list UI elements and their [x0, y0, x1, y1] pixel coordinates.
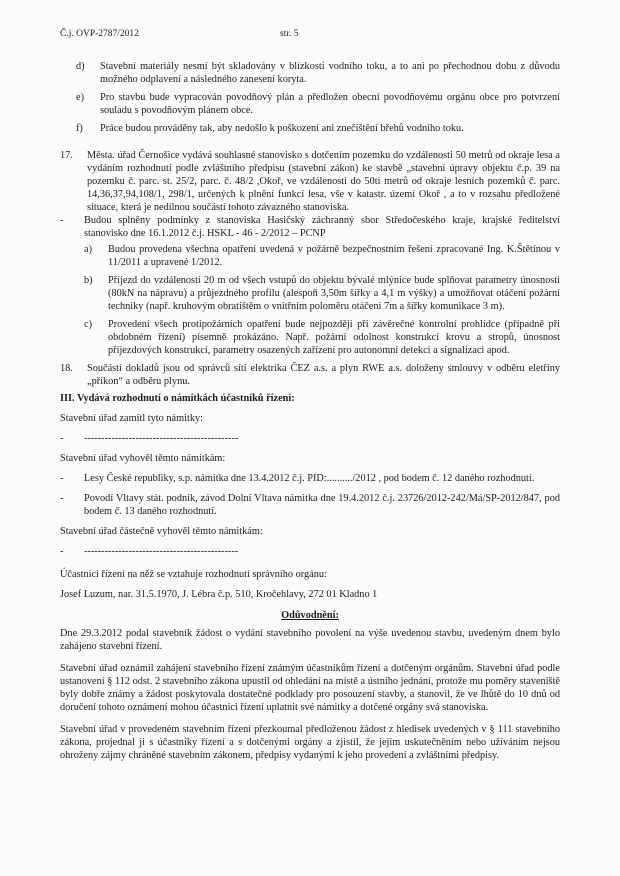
numbered-item-18: [60, 362, 560, 388]
page-header: [60, 28, 580, 42]
dash-label: -: [60, 493, 64, 504]
section-heading: III. Vydává rozhodnutí o námitkách účastníků řízení:: [60, 393, 295, 404]
reasoning-heading: Odůvodnění:: [281, 610, 339, 621]
list-text: Budou provedena všechna opatření uvedená v požárně bezpečnostním řešení zpracované Ing. K.Štětínou v 11/2011 a upravené 1/2012.: [108, 244, 560, 268]
item-text: Součástí dokladů jsou od správců sítí elektrika ČEZ a.s. a plyn RWE a.s. doloženy smlouvy v odběru eletřiny „příkon“ a odběru plynu.: [87, 363, 560, 387]
numbered-item-17: [60, 149, 560, 214]
list-text: Provedení všech protipožárních opatření bude nejpozději při závěrečné kontrolní prohlídce (případně při obdobném řízení) písemně prokázáno. Např. požární odolnost konstrukcí krovu a stropů, únosnost příjezdových konstrukcí, parametry osazených zařízení pro autonomní detekci a signalizaci apod.: [108, 319, 560, 356]
partial-list: [60, 545, 560, 558]
objection-text: Lesy České republiky, s.p. námitka dne 13.4.2012 č.j. PID:........../2012 , pod bodem č. 12 daného rozhodnutí.: [84, 473, 535, 484]
accepted-objection: [60, 492, 560, 518]
list-item: [84, 243, 560, 269]
dash-label: -: [60, 546, 64, 557]
list-label: d): [76, 61, 85, 72]
reasoning-paragraph: Stavební úřad v provedeném stavebním řízení přezkoumal předloženou žádost z hledisek uvedených v § 111 stavebního zákona, projednal ji s účastníky řízení a s dotčenými orgány a zjistil, že jejím uskutečněním nebo užíváním nejsou ohroženy zájmy chráněné stavebním zákonem, předpisy vydanými k jeho provedení a zvláštními předpisy.: [60, 724, 560, 761]
list-text: Pro stavbu bude vypracován povodňový plán a předložen obecní povodňovému orgánu obce pro potvrzení souladu s povodňovým plánem obce.: [100, 92, 560, 116]
empty-line: ---------------------------------------------: [84, 433, 239, 444]
list-text: Příjezd do vzdálenosti 20 m od všech vstupů do objektu bývalé mlýnice bude splňovat parametry únosnosti (80kN na nápravu) a průjezdného profilu (alespoň 3,50m šířky a 4,1 m výšky) a umožňovat otáčení požární techniky (např. kruhovým obratištěm o vnitřním poloměru otáčení 7m a šířky komunikace 3 m).: [108, 275, 560, 312]
participant: Josef Luzum, nar. 31.5.1970, J. Lébra č.p. 510, Kročehlavy, 272 01 Kladno 1: [60, 589, 378, 600]
dash-label: -: [60, 215, 64, 226]
list-label: c): [84, 319, 92, 330]
list-label: f): [76, 123, 83, 134]
empty-line: ---------------------------------------------: [84, 546, 239, 557]
list-text: Práce budou prováděny tak, aby nedošlo k poškození ani znečištění břehů vodního toku.: [100, 123, 464, 134]
list-label: b): [84, 275, 93, 286]
item-text: Města. úřad Černošice vydává souhlasné stanovisko s dotčením pozemku do vzdálenosti 50 metrů od okraje lesa a vydáním rozhodnutí podle zvláštního předpisu (stavební zákon) ke stavbě „stavební úpravy objektu č.p. 39 na pozemku č. parc. st. 25/2, parc. č. 48/2 ,Okoř, ve vzdálenosti do 50ti metrů od okraje lesních pozemků č. parc. 14,36,37,94,108/1, 298/1, určených k plnění funkcí lesa, vše v katastr. území Okoř , a to v rozsahu předložené situace, která je nedílnou součástí tohoto závazného stanoviska.: [87, 150, 560, 213]
accepted-label: Stavební úřad vyhověl těmto námitkám:: [60, 453, 226, 464]
list-item: [76, 60, 560, 86]
partial-label: Stavební úřad částečně vyhověl těmto námitkám:: [60, 526, 263, 537]
rejected-label: Stavební úřad zamítl tyto námitky:: [60, 413, 203, 424]
fire-rescue-condition: [60, 214, 560, 240]
item-text: Budou splněny podmínky z stanoviska Hasičský záchranný sbor Středočeského kraje, krajské ředitelství stanovisko dne 16.1.2012 č.j. HSKL - 46 - 2/2012 – PCNP: [84, 215, 560, 239]
list-text: Stavební materiály nesmí být skladovány v blízkosti vodního toku, a to ani po přechodnou dobu z důvodu možného odplavení a následného zanesení koryta.: [100, 61, 560, 85]
rejected-list: [60, 432, 560, 445]
page-number: str. 5: [280, 29, 299, 39]
item-number: 17.: [60, 150, 73, 161]
document-body: [60, 60, 560, 762]
dash-label: -: [60, 473, 64, 484]
list-item: [76, 122, 560, 135]
list-label: a): [84, 244, 92, 255]
item-number: 18.: [60, 363, 73, 374]
list-item: [84, 274, 560, 313]
list-item: [84, 318, 560, 357]
accepted-objection: [60, 472, 560, 485]
fire-safety-sublist: [84, 243, 560, 357]
reasoning-paragraph: Stavební úřad oznámil zahájení stavebního řízení známým účastníkům řízení a dotčeným orgánům. Stavební úřad podle ustanovení § 112 odst. 2 stavebního zákona upustil od ohledání na místě a ústního jednání, protože mu poměry staveniště byly dobře známy a žádost poskytovala dostatečné podklady pro posouzení stavby, a stanovil, že ve lhůtě do 10 dnů od doručení tohoto oznámení mohou účastníci řízení uplatnit své námitky a dotčené orgány svá stanoviska.: [60, 663, 560, 713]
dash-label: -: [60, 433, 64, 444]
participant-label: Účastníci řízení na něž se vztahuje rozhodnutí správního orgánu:: [60, 569, 327, 580]
list-label: e): [76, 92, 84, 103]
conditions-list: [76, 60, 560, 135]
objection-text: Povodí Vltavy stát. podnik, závod Dolní Vltava námitka dne 19.4.2012 č.j. 23726/2012-242/Má/SP-2012/847, pod bodem č. 13 daného rozhodnutí.: [84, 493, 560, 517]
reasoning-paragraph: Dne 29.3.2012 podal stavebník žádost o vydání stavebního povolení na výše uvedenou stavbu, uvedeným dnem bylo zahájeno stavební řízení.: [60, 628, 560, 652]
list-item: [76, 91, 560, 117]
reference-number: Č.j. OVP-2787/2012: [60, 29, 139, 39]
